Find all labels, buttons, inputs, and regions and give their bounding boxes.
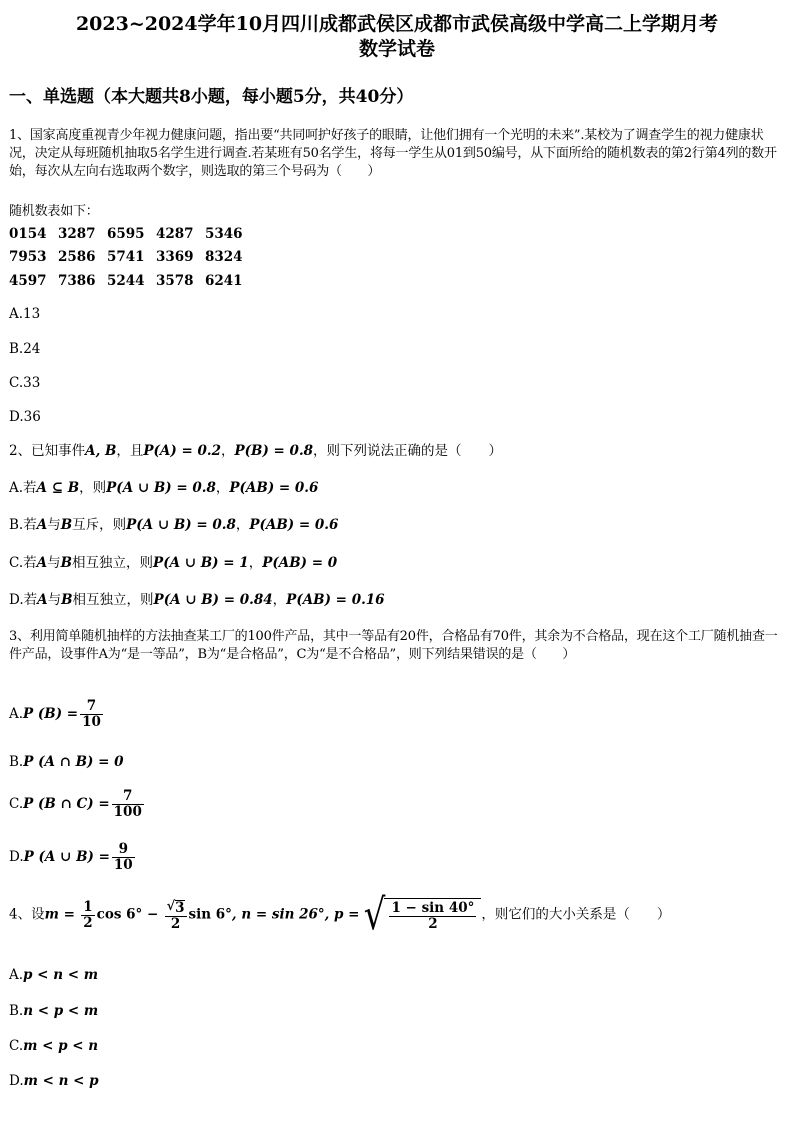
q4-option-a: A.p < n < m [9,967,99,983]
question-2-text: 2、已知事件A, B，且P(A) = 0.2，P(B) = 0.8，则下列说法正确的是（ ） [9,443,503,459]
random-table-label: 随机数表如下： [9,204,99,219]
fraction: $\frac{7}{10}$ [82,698,101,730]
q2-option-c: C.若A与B相互独立，则P(A ∪ B) = 1，P(AB) = 0 [9,555,338,571]
q1-option-d: D.36 [9,409,41,425]
page-subtitle: 数学试卷 [358,38,435,60]
q1-option-c: C.33 [9,375,41,391]
random-number-table [9,222,254,293]
table-cell: 5346 [205,225,243,242]
table-cell: 3287 [58,225,96,242]
table-row [9,269,254,293]
q2-option-a: A.若A ⊆ B，则P(A ∪ B) = 0.8，P(AB) = 0.6 [9,480,319,496]
question-1-text: 1、国家高度重视青少年视力健康问题，指出要“共同呵护好孩子的眼睛，让他们拥有一个光明的未来”.某校为了调查学生的视力健康状况，决定从每班随机抽取5名学生进行调查.若某班有50名学生，将每一学生从01到50编号，从下面所给的随机数表的第2行第4列的数开始，每次从左向右选取两个数字，则选取的第三个号码为（ ） [9,128,777,179]
table-row [9,246,254,270]
table-cell: 0154 [9,225,47,242]
table-cell: 4287 [156,225,194,242]
q2-option-d: D.若A与B相互独立，则P(A ∪ B) = 0.84，P(AB) = 0.16 [9,592,385,608]
table-cell: 2586 [58,249,96,266]
table-cell: 7386 [58,272,96,289]
q3-option-c: C.P (B ∩ C) = $\frac{7}{100}$ [9,788,142,820]
q4-option-b: B.n < p < m [9,1003,99,1019]
table-cell: 6595 [107,225,145,242]
q3-option-d: D.P (A ∪ B) = $\frac{9}{10}$ [9,841,133,873]
table-row [9,222,254,246]
question-4-text: 4、设m = $\frac{1}{2}$ cos 6° − √ 3 2 sin 6°, n = sin 26°, p = √ $\frac{1 - \sin 40^\circ}{2}$ ，则它们的大小关系是（ ） [9,890,671,940]
q4-option-c: C.m < p < n [9,1038,99,1054]
fraction: $\frac{7}{100}$ [113,788,142,820]
page-title: 2023~2024学年10月四川成都武侯区成都市武侯高级中学高二上学期月考 [75,13,719,35]
fraction: $\frac{9}{10}$ [113,841,133,873]
table-cell: 8324 [205,249,243,266]
table-cell: 3578 [156,272,194,289]
q3-option-b: B.P (A ∩ B) = 0 [9,754,124,770]
section-heading: 一、单选题（本大题共8小题，每小题5分，共40分） [9,87,414,107]
q4-option-d: D.m < n < p [9,1073,99,1089]
table-cell: 5244 [107,272,145,289]
table-cell: 3369 [156,249,194,266]
fraction: $\frac{1}{2}$ [83,898,93,931]
table-cell: 5741 [107,249,145,266]
q1-option-a: A.13 [9,306,41,322]
square-root: √ $\frac{1 - \sin 40^\circ}{2}$ [364,898,482,932]
q1-option-b: B.24 [9,341,41,357]
fraction: $\frac{1 - \sin 40^\circ}{2}$ [391,900,475,932]
question-3-text: 3、利用简单随机抽样的方法抽查某工厂的100件产品，其中一等品有20件，合格品有70件，其余为不合格品，现在这个工厂随机抽查一件产品，设事件A为“是一等品”，B为“是合格品”，C为“是不合格品”，则下列结果错误的是（ ） [9,629,778,662]
table-cell: 7953 [9,249,47,266]
q3-option-a: A.P (B) = $\frac{7}{10}$ [9,698,101,730]
fraction: √ 3 2 [166,898,185,932]
table-cell: 6241 [205,272,243,289]
table-cell: 4597 [9,272,47,289]
q2-option-b: B.若A与B互斥，则P(A ∪ B) = 0.8，P(AB) = 0.6 [9,517,339,533]
